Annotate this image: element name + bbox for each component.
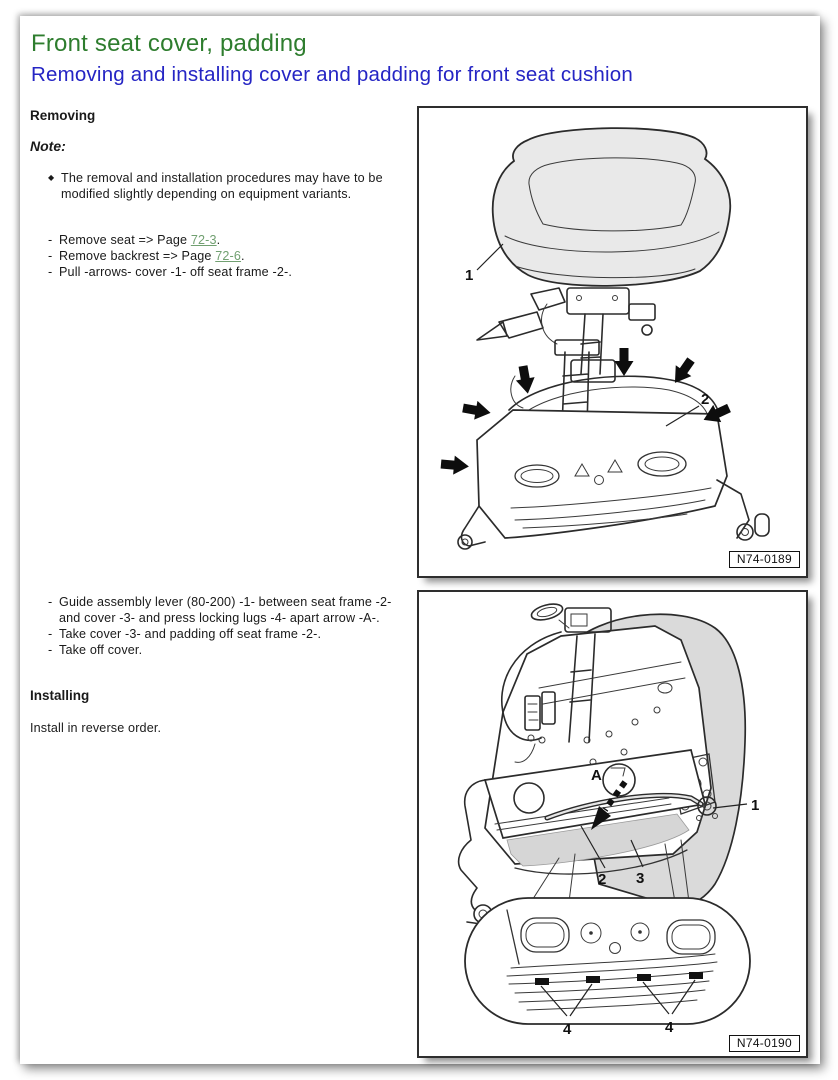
step-text-pre: Remove backrest => Page [59, 249, 216, 263]
callout-3: 3 [636, 870, 645, 887]
dash-marker: - [48, 643, 53, 657]
detail-magnifier-view [465, 898, 750, 1024]
step-remove-seat [48, 232, 406, 248]
step-pull-cover [48, 264, 406, 280]
figure-cover-locking-lugs [417, 590, 808, 1058]
callout-1: 1 [465, 267, 474, 284]
cushion-shape [493, 128, 731, 286]
figure-1-drawing [419, 108, 802, 572]
step-text-pre: Remove seat => Page [59, 233, 191, 247]
page-title: Front seat cover, padding [31, 30, 307, 57]
callout-2: 2 [701, 391, 710, 408]
note-text: The removal and installation procedures may have to be modified slightly depending on equipment variants. [61, 171, 383, 201]
callout-4-right: 4 [665, 1019, 674, 1036]
dash-marker: - [48, 265, 53, 279]
manual-page [20, 16, 820, 1064]
note-bullet-item [48, 170, 400, 202]
step-remove-backrest [48, 248, 406, 264]
step-text-post: . [216, 233, 221, 247]
step-text-post: . [241, 249, 245, 263]
step-text: Take off cover. [59, 643, 143, 657]
step-text: Guide assembly lever (80-200) -1- between seat frame -2- and cover -3- and press locking lugs -4- apart arrow -A-. [59, 595, 392, 625]
diamond-bullet-icon: ◆ [48, 173, 55, 182]
callout-A: A [591, 767, 602, 784]
step-guide-lever [48, 594, 408, 626]
step-take-cover-padding [48, 626, 408, 642]
page-link-72-6[interactable]: 72-6 [215, 249, 242, 263]
figure-number-badge: N74-0190 [729, 1035, 800, 1052]
steps-after-list [48, 594, 408, 658]
removing-heading: Removing [30, 108, 96, 123]
dash-marker: - [48, 233, 53, 247]
figure-2-drawing [419, 592, 802, 1052]
figure-number-badge: N74-0189 [729, 551, 800, 568]
page-subtitle: Removing and installing cover and padding for front seat cushion [31, 63, 633, 86]
step-text: Pull -arrows- cover -1- off seat frame -2-. [59, 265, 292, 279]
callout-1: 1 [751, 797, 760, 814]
installing-heading: Installing [30, 688, 90, 703]
step-take-off-cover [48, 642, 408, 658]
installing-text: Install in reverse order. [30, 721, 162, 735]
note-heading: Note: [30, 138, 66, 154]
step-text [59, 232, 220, 248]
callout-2: 2 [598, 871, 607, 888]
dash-marker: - [48, 627, 53, 641]
page-link-72-3[interactable]: 72-3 [190, 233, 217, 247]
seat-frame [458, 340, 769, 549]
steps-before-list [48, 232, 406, 280]
dash-marker: - [48, 249, 53, 263]
step-text [59, 248, 245, 264]
figure-seat-cushion-removal [417, 106, 808, 578]
dash-marker: - [48, 595, 53, 609]
step-text: Take cover -3- and padding off seat frame -2-. [59, 627, 322, 641]
callout-4-left: 4 [563, 1021, 572, 1038]
